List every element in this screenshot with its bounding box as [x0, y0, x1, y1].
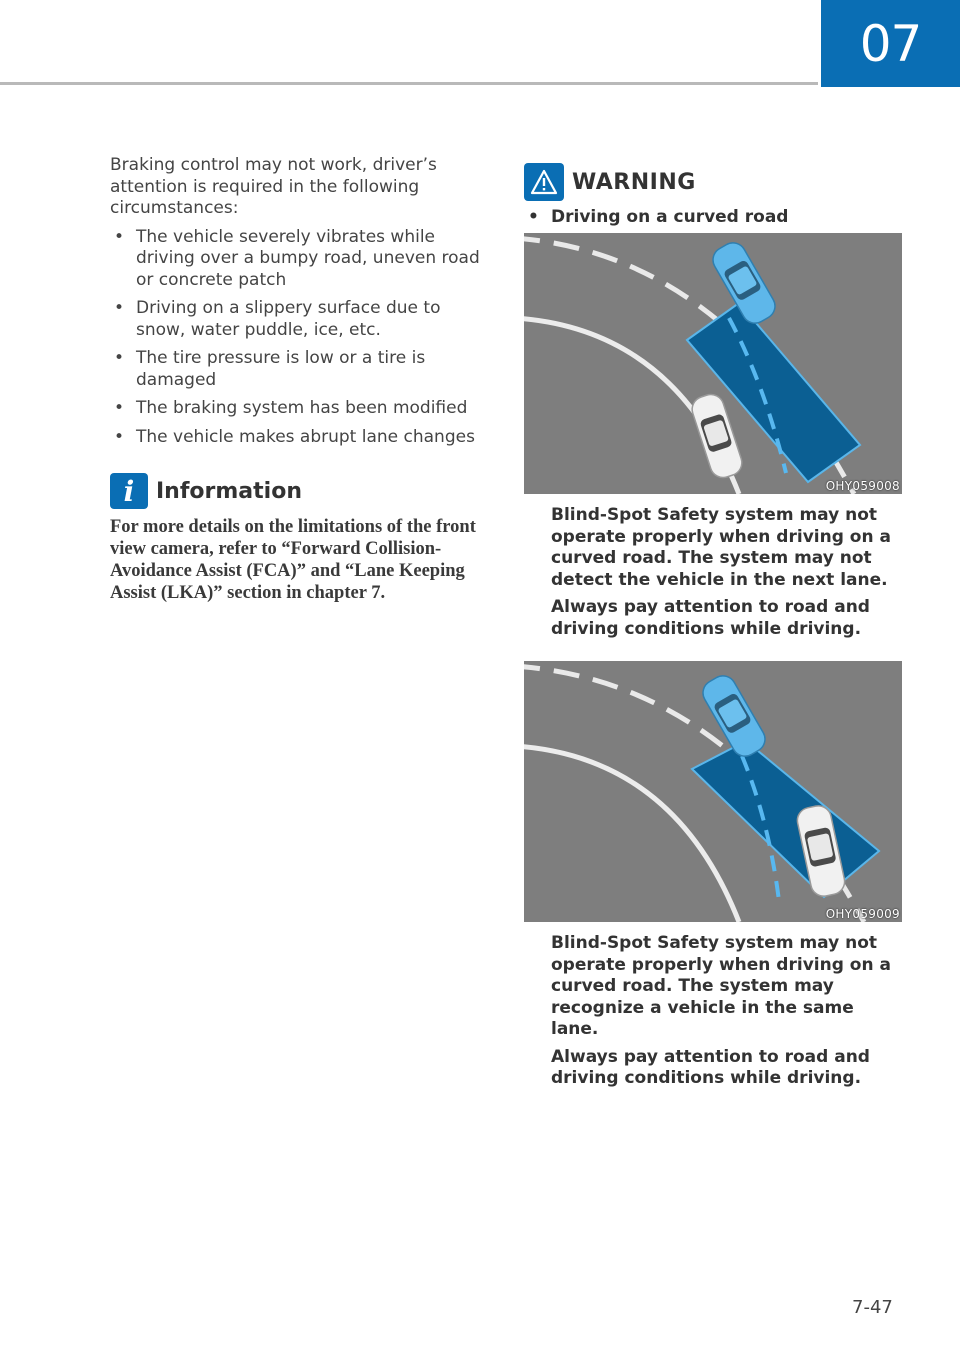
caption-text: Blind-Spot Safety system may not operate properly when driving on a curved road. The system may not detect the vehicle in the next lane. [551, 505, 891, 590]
information-body: For more details on the limitations of the front view camera, refer to “Forward Collision-Avoidance Assist (FCA)” and “Lane Keeping Assist (LKA)” section in chapter 7. [110, 517, 476, 603]
header-rule [0, 82, 818, 85]
intro-text: Braking control may not work, driver’s attention is required in the following circumstances: [110, 155, 437, 218]
list-item: • The vehicle makes abrupt lane changes [114, 426, 475, 447]
list-item: • The vehicle severely vibrates while driving over a bumpy road, uneven road or concrete patch [114, 226, 480, 290]
warning-header [524, 163, 904, 201]
page-number: 7-47 [852, 1297, 893, 1318]
information-header [110, 474, 490, 508]
warning-bullet: • Driving on a curved road [528, 207, 789, 227]
info-icon: i [110, 473, 148, 509]
warning-title: WARNING [572, 169, 696, 195]
warning-triangle-icon [524, 163, 564, 201]
list-item: • The braking system has been modified [114, 398, 468, 418]
list-item: • The tire pressure is low or a tire is damaged [114, 348, 426, 390]
caption-1 [551, 505, 903, 646]
list-item: • Driving on a slippery surface due to snow, water puddle, ice, etc. [114, 298, 441, 340]
figure-curved-road-same-lane [524, 661, 902, 922]
caption-text: Always pay attention to road and driving conditions while driving. [551, 597, 870, 639]
figure-code: OHY059008 [825, 479, 900, 493]
chapter-tab [821, 0, 960, 87]
right-column [524, 163, 904, 227]
circumstance-list [110, 227, 490, 449]
caption-text: Blind-Spot Safety system may not operate properly when driving on a curved road. The system may recognize a vehicle in the same lane. [551, 933, 891, 1039]
left-column [110, 155, 490, 604]
information-title: Information [156, 478, 302, 504]
caption-2 [551, 933, 903, 1096]
figure-code: OHY059009 [825, 907, 900, 921]
caption-text: Always pay attention to road and driving conditions while driving. [551, 1046, 870, 1088]
chapter-number: 07 [859, 14, 922, 73]
figure-curved-road-adjacent-lane [524, 233, 902, 494]
